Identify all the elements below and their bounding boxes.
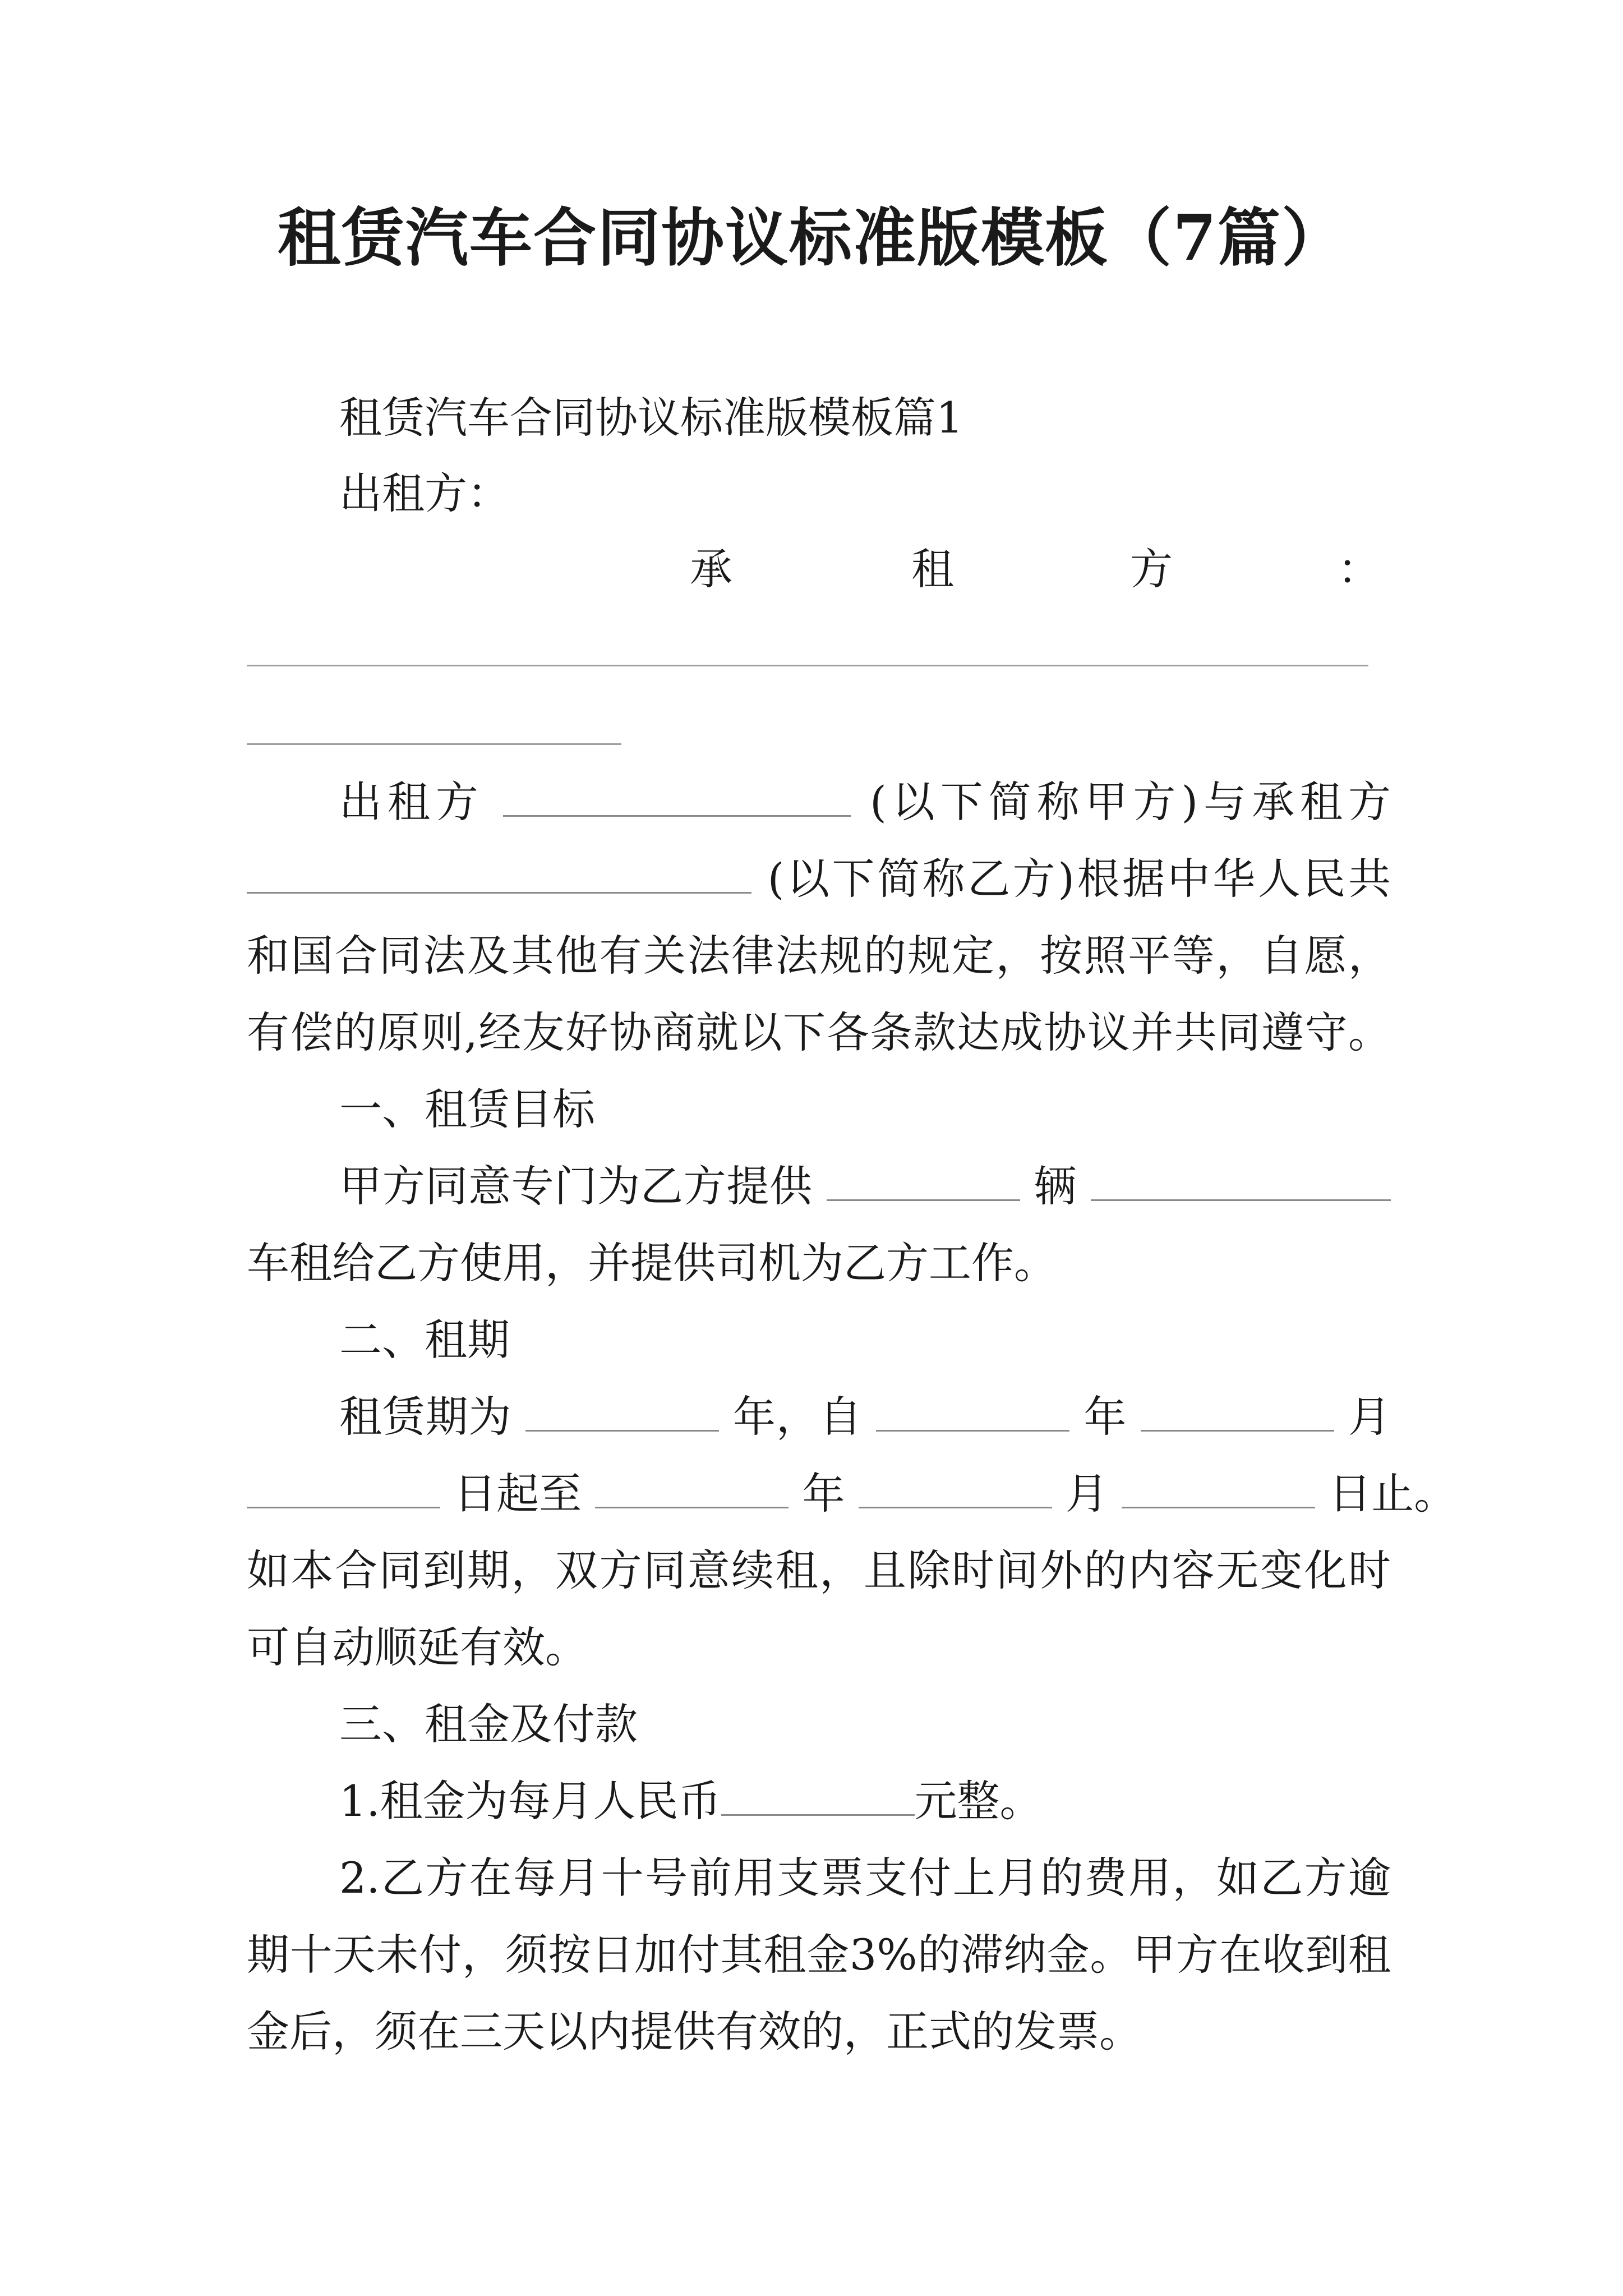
sec1-heading: 一、租赁目标: [339, 1084, 595, 1134]
document-title: 租赁汽车合同协议标准版模板（7篇）: [278, 201, 1345, 275]
sec2-line-1: [339, 1386, 1391, 1448]
lessee-char-3: 方: [1130, 544, 1173, 594]
sec2-text-f: 年: [802, 1469, 845, 1519]
vehicle-count-blank: [827, 1156, 1020, 1201]
lessee-char-4: ：: [1338, 544, 1380, 594]
section-heading: 租赁汽车合同协议标准版模板篇1: [339, 393, 963, 443]
lessor-label: 出租方：: [339, 468, 510, 518]
end-day-blank: [1122, 1463, 1315, 1508]
start-day-blank: [247, 1463, 440, 1508]
sec2-text-e: 日起至: [454, 1469, 582, 1519]
sec2-text-g: 月: [1065, 1469, 1108, 1519]
sec1-line-1: [339, 1156, 1391, 1217]
sec3-item1-text-b: 元整。: [914, 1776, 1043, 1826]
intro-abbr-b: (以下简称乙方)根据中华人民共: [767, 854, 1391, 904]
lessee-char-1: 承: [690, 544, 732, 594]
sec3-item1-text-a: 1.租金为每月人民币: [339, 1776, 721, 1826]
sec3-item-2-line-3: 金后，须在三天以内提供有效的，正式的发票。: [247, 2007, 1142, 2056]
lessee-char-2: 租: [911, 544, 954, 594]
sec2-line-4: 可自动顺延有效。: [247, 1622, 588, 1672]
intro-abbr-a: (以下简称甲方)与承租方: [870, 777, 1391, 827]
sec3-heading: 三、租金及付款: [339, 1699, 638, 1749]
lessee-name-blank: [247, 848, 751, 894]
term-years-blank: [525, 1386, 719, 1432]
sec2-text-c: 年: [1083, 1392, 1127, 1442]
sec3-item-1: [339, 1770, 1391, 1832]
sec1-line-2: 车租给乙方使用，并提供司机为乙方工作。: [247, 1238, 1057, 1288]
lessee-blank-line-2: [247, 743, 621, 745]
sec2-text-d: 月: [1348, 1392, 1391, 1442]
sec2-line-2: [247, 1463, 1457, 1525]
sec3-item-2-line-2: 期十天未付，须按日加付其租金3%的滞纳金。甲方在收到租: [247, 1930, 1391, 1980]
lessee-blank-line-1: [247, 665, 1368, 666]
lessor-name-blank: [503, 771, 851, 817]
start-year-blank: [876, 1386, 1069, 1432]
sec2-text-b: 年，自: [733, 1392, 863, 1442]
sec1-text-a: 甲方同意专门为乙方提供: [339, 1161, 813, 1211]
intro-line-4: 有偿的原则,经友好协商就以下各条款达成协议并共同遵守。: [247, 1007, 1391, 1057]
intro-line-3: 和国合同法及其他有关法律法规的规定，按照平等，自愿，: [247, 931, 1391, 981]
vehicle-model-blank: [1091, 1156, 1391, 1201]
sec1-text-b: 辆: [1034, 1161, 1077, 1211]
sec2-text-h: 日止。: [1329, 1469, 1457, 1519]
sec2-text-a: 租赁期为: [339, 1392, 512, 1442]
start-month-blank: [1141, 1386, 1334, 1432]
end-month-blank: [859, 1463, 1052, 1508]
intro-lessor: 出租方: [339, 777, 484, 827]
rent-amount-blank: [721, 1770, 915, 1816]
intro-line-2: [247, 848, 1391, 910]
end-year-blank: [595, 1463, 789, 1508]
sec3-item-2-line-1: 2.乙方在每月十号前用支票支付上月的费用，如乙方逾: [339, 1853, 1391, 1903]
sec2-line-3: 如本合同到期，双方同意续租，且除时间外的内容无变化时: [247, 1545, 1391, 1595]
sec2-heading: 二、租期: [339, 1315, 510, 1365]
intro-line-1: [339, 771, 1391, 833]
